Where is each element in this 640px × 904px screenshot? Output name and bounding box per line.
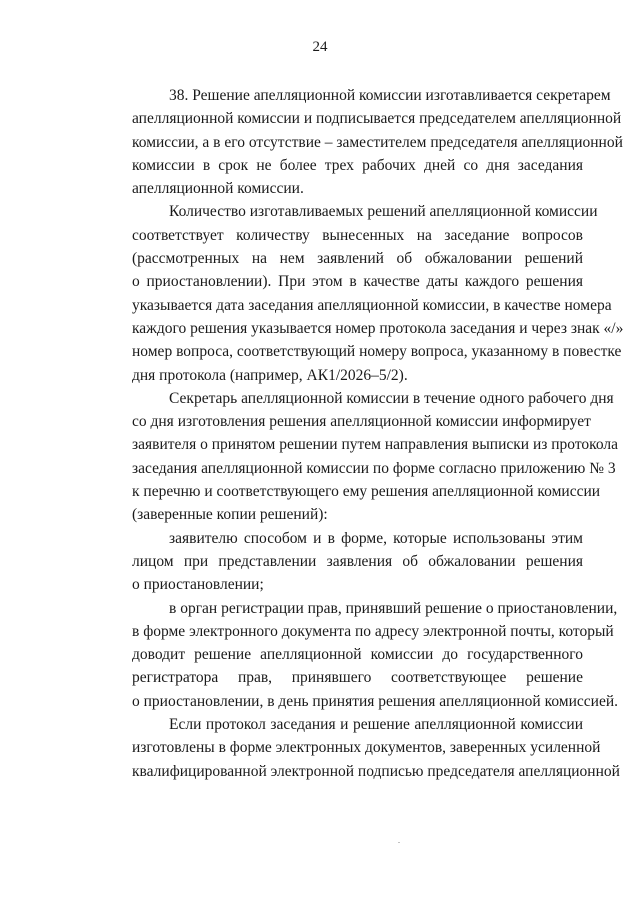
text-line: комиссии, а в его отсутствие – заместителем председателя апелляционной	[132, 133, 623, 151]
text-line: заседания апелляционной комиссии по форме согласно приложению № 3	[132, 459, 616, 477]
text-line: регистратора прав, принявшего соответствующее решение	[132, 669, 583, 687]
text-line: указывается дата заседания апелляционной комиссии, в качестве номера	[132, 296, 612, 314]
paragraph-secretary	[95, 387, 619, 527]
text-line: изготовлены в форме электронных документов, заверенных усиленной	[132, 739, 601, 757]
text-line: каждого решения указывается номер протокола заседания и через знак «/»	[132, 319, 624, 337]
text-line: Секретарь апелляционной комиссии в течение одного рабочего дня	[169, 389, 614, 407]
text-line: Если протокол заседания и решение апелляционной комиссии	[169, 716, 583, 734]
text-line: Количество изготавливаемых решений апелляционной комиссии	[169, 203, 598, 221]
paragraph-registration-body	[95, 597, 619, 713]
paragraph-electronic-documents	[95, 713, 620, 783]
page-number: 24	[312, 39, 328, 55]
paragraph-applicant	[95, 527, 583, 597]
text-line: апелляционной комиссии.	[132, 180, 304, 198]
text-line: соответствует количеству вынесенных на заседание вопросов	[132, 226, 583, 244]
text-line: (заверенные копии решений):	[132, 506, 328, 524]
document-body	[95, 84, 624, 783]
text-line: доводит решение апелляционной комиссии до государственного	[132, 646, 583, 664]
text-line: квалифицированной электронной подписью председателя апелляционной	[132, 762, 620, 780]
text-line: апелляционной комиссии и подписывается председателем апелляционной	[132, 110, 622, 128]
text-line: 38. Решение апелляционной комиссии изготавливается секретарем	[169, 87, 611, 104]
text-line: комиссии в срок не более трех рабочих дней со дня заседания	[132, 156, 583, 174]
text-line: о приостановлении;	[132, 576, 264, 594]
paragraph-38	[95, 84, 623, 200]
text-line: дня протокола (например, АК1/2026–5/2).	[132, 366, 408, 384]
text-line: в орган регистрации прав, принявший решение о приостановлении,	[169, 599, 618, 617]
text-line: о приостановлении, в день принятия решения апелляционной комиссией.	[132, 692, 619, 710]
text-line: лицом при представлении заявления об обжаловании решения	[132, 552, 583, 570]
text-line: со дня изготовления решения апелляционной комиссии информирует	[132, 413, 591, 431]
text-line: о приостановлении). При этом в качестве даты каждого решения	[132, 273, 583, 291]
text-line: в форме электронного документа по адресу электронной почты, который	[132, 622, 614, 640]
scan-speck	[398, 842, 400, 843]
paragraph-decision-count	[95, 200, 624, 386]
text-line: к перечню и соответствующего ему решения апелляционной комиссии	[132, 483, 601, 501]
text-line: номер вопроса, соответствующий номеру вопроса, указанному в повестке	[132, 343, 622, 361]
text-line: заявителю способом и в форме, которые использованы этим	[169, 529, 583, 547]
text-line: (рассмотренных на нем заявлений об обжаловании решений	[132, 250, 583, 268]
text-line: заявителя о принятом решении путем направления выписки из протокола	[132, 436, 619, 454]
